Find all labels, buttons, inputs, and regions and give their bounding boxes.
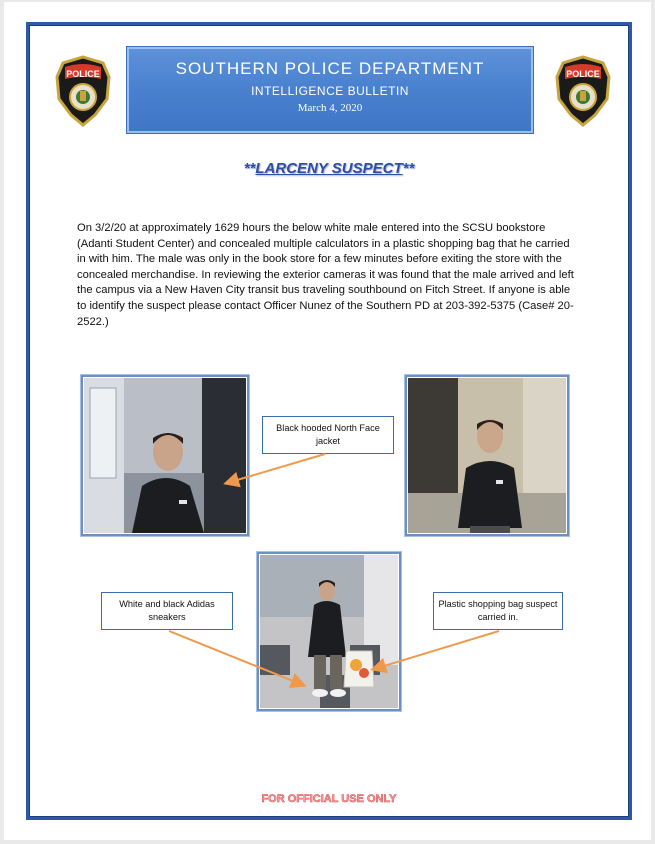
title-suffix: ** xyxy=(402,160,415,177)
official-use-notice: FOR OFFICIAL USE ONLY xyxy=(261,793,397,805)
page-border xyxy=(26,22,632,820)
callout-bag: Plastic shopping bag suspect carried in. xyxy=(433,592,563,630)
bulletin-type: INTELLIGENCE BULLETIN xyxy=(251,84,409,98)
arrow-bag xyxy=(374,631,499,669)
callout-jacket: Black hooded North Face jacket xyxy=(262,416,394,454)
organization-name: SOUTHERN POLICE DEPARTMENT xyxy=(175,59,485,78)
badge-label: POLICE xyxy=(66,69,100,79)
callout-arrows xyxy=(29,25,629,817)
bulletin-page xyxy=(4,2,651,840)
title-prefix: ** xyxy=(243,160,256,177)
title-main: LARCENY SUSPECT xyxy=(255,160,403,177)
badge-label: POLICE xyxy=(566,69,600,79)
incident-description: On 3/2/20 at approximately 1629 hours the below white male entered into the SCSU bookstore (Adanti Student Center) and concealed multiple calculators in a plastic shopping bag that he carried in with him. The male was only in the book store for a few minutes before exiting the store with the concealed merchandise. In reviewing the exterior cameras it was found that the male arrived and left the campus via a New Haven City transit bus traveling southbound on Fitch Street. If anyone is able to identify the suspect please contact Officer Nunez of the Southern PD at 203-392-5375 (Case# 20-2522.) xyxy=(77,222,574,328)
arrow-jacket xyxy=(227,454,325,483)
arrow-sneakers xyxy=(169,631,303,685)
bulletin-date: March 4, 2020 xyxy=(297,102,363,114)
callout-sneakers: White and black Adidas sneakers xyxy=(101,592,233,630)
